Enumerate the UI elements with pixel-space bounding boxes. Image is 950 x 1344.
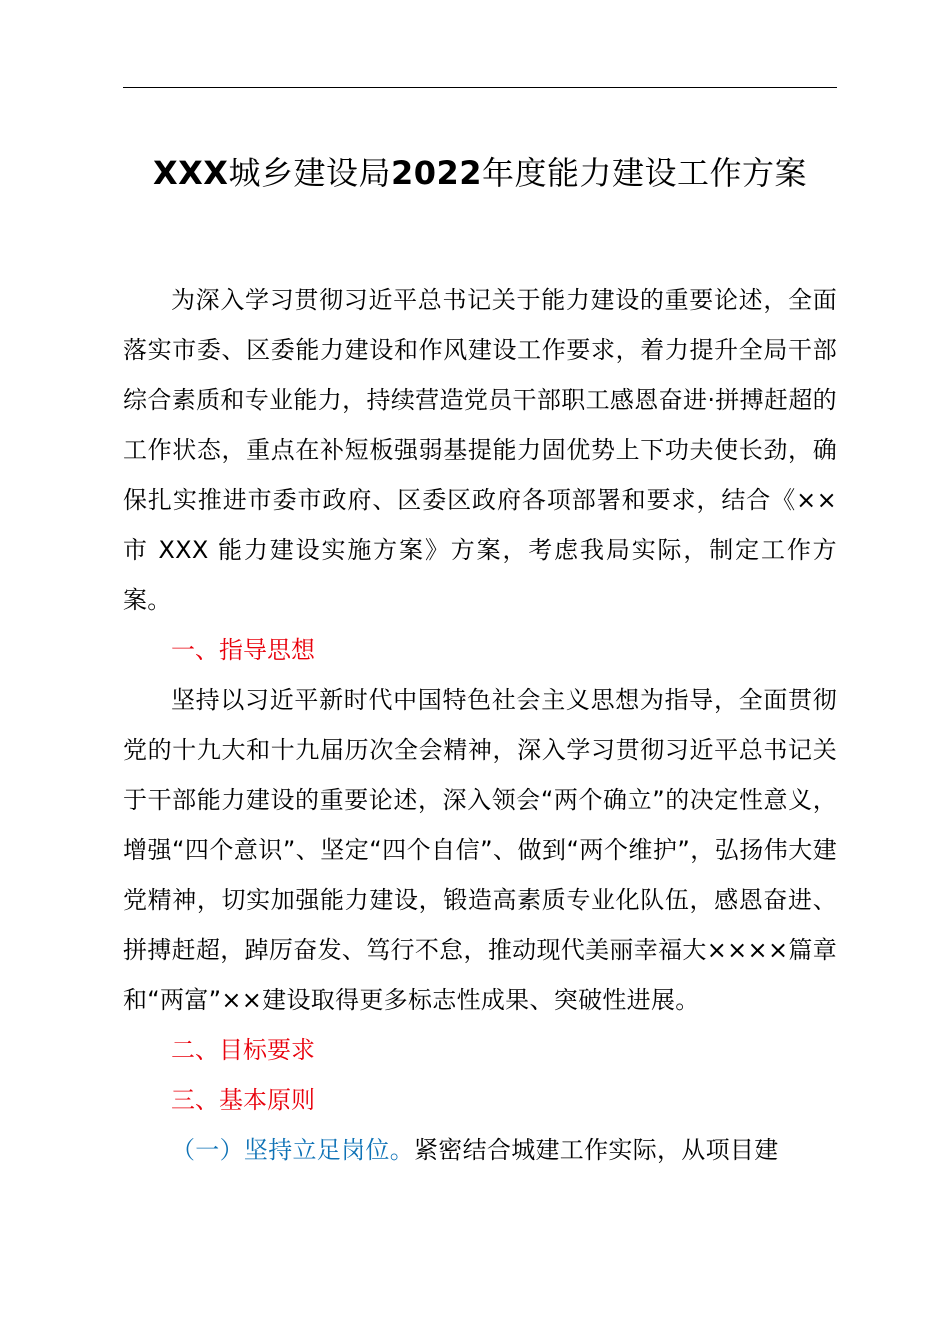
section-heading-guiding-thought: 一、指导思想 bbox=[171, 636, 315, 664]
header-rule bbox=[123, 87, 837, 88]
principle-item-1-label: （一）坚持立足岗位。 bbox=[171, 1136, 414, 1164]
title-org: 城乡建设局 bbox=[228, 154, 391, 192]
title-prefix: XXX bbox=[152, 154, 229, 192]
guiding-thought-paragraph: 坚持以习近平新时代中国特色社会主义思想为指导，全面贯彻党的十九大和十九届历次全会精神，深入学习贯彻习近平总书记关于干部能力建设的重要论述，深入领会“两个确立”的决定性意义，增强“四个意识”、坚定“四个自信”、做到“两个维护”，弘扬伟大建党精神，切实加强能力建设，锻造高素质专业化队伍，感恩奋进、拼搏赶超，踔厉奋发、笃行不怠，推动现代美丽幸福大××××篇章和“两富”××建设取得更多标志性成果、突破性进展。 bbox=[123, 686, 837, 1014]
title-year: 2022 bbox=[390, 154, 483, 192]
section-heading-goals: 二、目标要求 bbox=[171, 1036, 315, 1064]
principle-item-1 bbox=[123, 1125, 837, 1175]
principle-item-1-text: 紧密结合城建工作实际，从项目建 bbox=[414, 1136, 779, 1164]
document-title bbox=[123, 148, 837, 198]
intro-paragraph: 为深入学习贯彻习近平总书记关于能力建设的重要论述，全面落实市委、区委能力建设和作风建设工作要求，着力提升全局干部综合素质和专业能力，持续营造党员干部职工感恩奋进·拼搏赶超的工作状态，重点在补短板强弱基提能力固优势上下功夫使长劲，确保扎实推进市委市政府、区委区政府各项部署和要求，结合《××市 XXX 能力建设实施方案》方案，考虑我局实际，制定工作方案。 bbox=[123, 286, 837, 614]
section-heading-principles: 三、基本原则 bbox=[171, 1086, 315, 1114]
title-suffix: 年度能力建设工作方案 bbox=[482, 154, 808, 192]
document-body bbox=[123, 275, 837, 1175]
